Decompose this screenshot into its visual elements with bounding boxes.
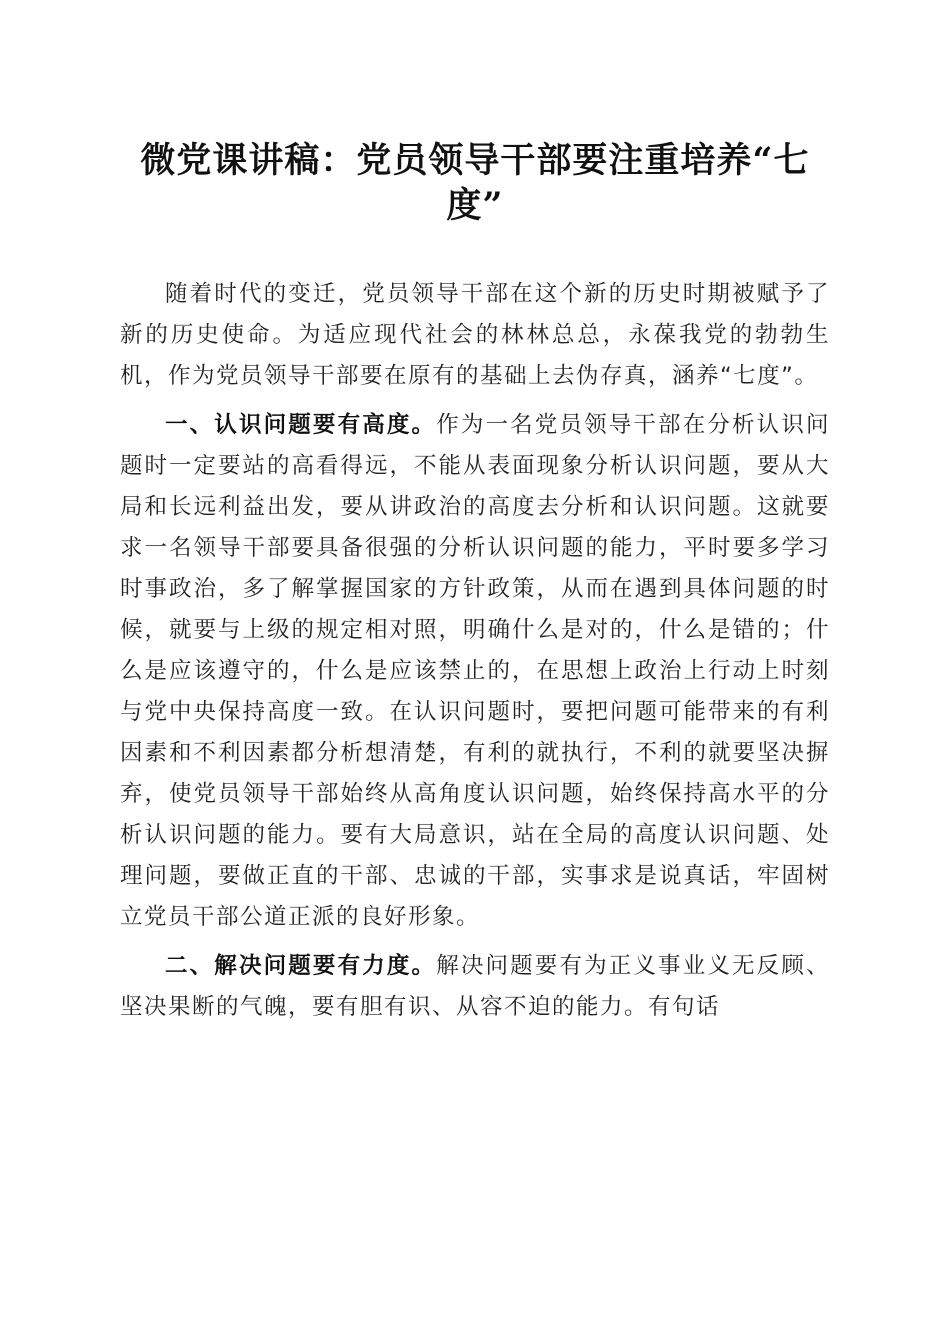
- document-body: [120, 274, 830, 1036]
- section-text-1: 作为一名党员领导干部在分析认识问题时一定要站的高看得远，不能从表面现象分析认识问题，要从大局和长远利益出发，要从讲政治的高度去分析和认识问题。这就要求一名领导干部要具备很强的分析认识问题的能力，平时要多学习时事政治，多了解掌握国家的方针政策，从而在遇到具体问题的时候，就要与上级的规定相对照，明确什么是对的，什么是错的；什么是应该遵守的，什么是应该禁止的，在思想上政治上行动上时刻与党中央保持高度一致。在认识问题时，要把问题可能带来的有利因素和不利因素都分析想清楚，有利的就执行，不利的就要坚决摒弃，使党员领导干部始终从高角度认识问题，始终保持高水平的分析认识问题的能力。要有大局意识，站在全局的高度认识问题、处理问题，要做正直的干部、忠诚的干部，实事求是说真话，牢固树立党员干部公道正派的良好形象。: [120, 412, 830, 930]
- document-title: 微党课讲稿：党员领导干部要注重培养“七度”: [140, 140, 810, 226]
- section-heading-2: 二、解决问题要有力度。: [165, 953, 437, 979]
- section-paragraph-1: [120, 405, 830, 938]
- intro-paragraph: 随着时代的变迁，党员领导干部在这个新的历史时期被赋予了新的历史使命。为适应现代社会的林林总总，永葆我党的勃勃生机，作为党员领导干部要在原有的基础上去伪存真，涵养“七度”。: [120, 281, 830, 389]
- section-paragraph-2: [120, 946, 830, 1028]
- section-heading-1: 一、认识问题要有高度。: [165, 412, 437, 438]
- section-text-2: 解决问题要有为正义事业义无反顾、坚决果断的气魄，要有胆有识、从容不迫的能力。有句话: [120, 953, 830, 1020]
